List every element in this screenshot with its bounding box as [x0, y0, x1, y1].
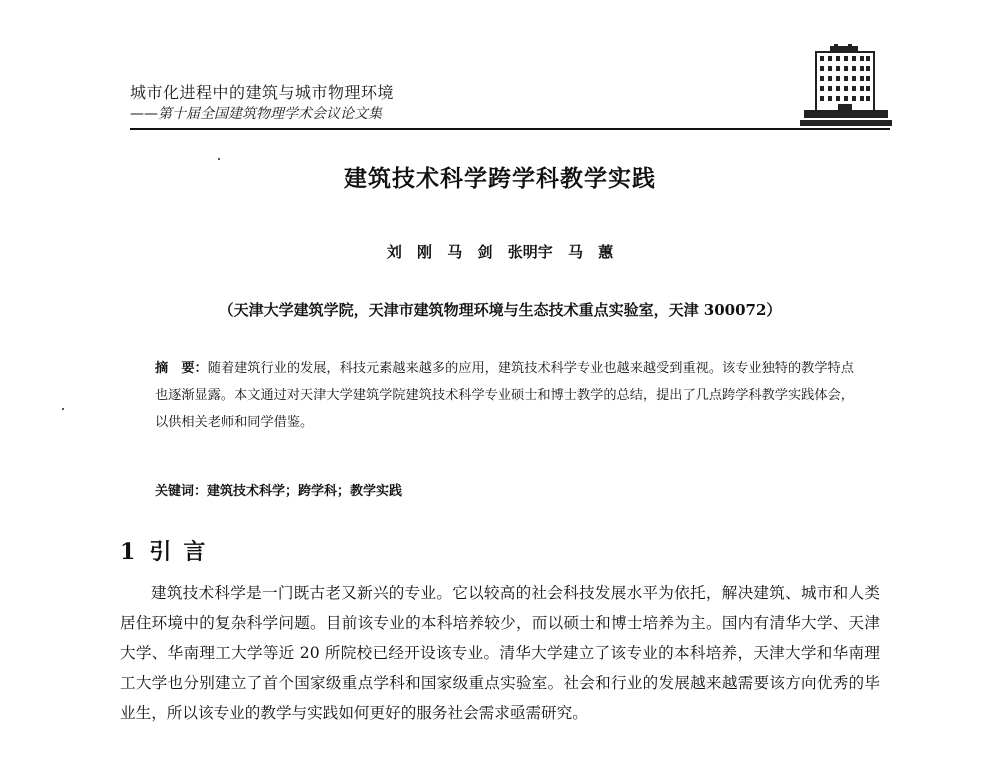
journal-title: 城市化进程中的建筑与城市物理环境 [130, 83, 395, 102]
affiliation: （天津大学建筑学院，天津市建筑物理环境与生态技术重点实验室，天津 300072） [218, 301, 782, 319]
keywords-label: 关键词： [155, 484, 208, 499]
scan-speck [62, 408, 64, 410]
scan-speck [218, 158, 220, 160]
journal-subtitle: ——第十届全国建筑物理学术会议论文集 [130, 106, 382, 122]
section-number: 1 [120, 539, 136, 565]
body-paragraph: 建筑技术科学是一门既古老又新兴的专业。它以较高的社会科技发展水平为依托，解决建筑、城市和人类居住环境中的复杂科学问题。目前该专业的本科培养较少，而以硕士和博士培养为主。国内有清华大学、天津大学、华南理工大学等近 20 所院校已经开设该专业。清华大学建立了该专业的本科培养，天津大学和华南理工大学也分别建立了首个国家级重点学科和国家级重点实验室。社会和行业的发展越来越需要该方向优秀的毕业生，所以该专业的教学与实践如何更好的服务社会需求亟需研究。 [120, 584, 880, 722]
page-title: 建筑技术科学跨学科教学实践 [344, 166, 656, 192]
abstract-label: 摘 要： [155, 361, 208, 376]
authors: 刘 刚 马 剑 张明宇 马 蕙 [386, 243, 614, 261]
section-heading [120, 535, 217, 566]
keywords-text: 建筑技术科学；跨学科；教学实践 [207, 484, 403, 499]
abstract-text: 随着建筑行业的发展，科技元素越来越多的应用，建筑技术科学专业也越来越受到重视。该专业独特的教学特点也逐渐显露。本文通过对天津大学建筑学院建筑技术科学专业硕士和博士教学的总结，提出了几点跨学科教学实践体会，以供相关老师和同学借鉴。 [155, 361, 854, 430]
header-rule [130, 128, 890, 130]
section-title: 引言 [149, 539, 218, 565]
abstract [155, 355, 855, 436]
keywords [155, 480, 855, 499]
building-logo-icon [800, 44, 892, 128]
